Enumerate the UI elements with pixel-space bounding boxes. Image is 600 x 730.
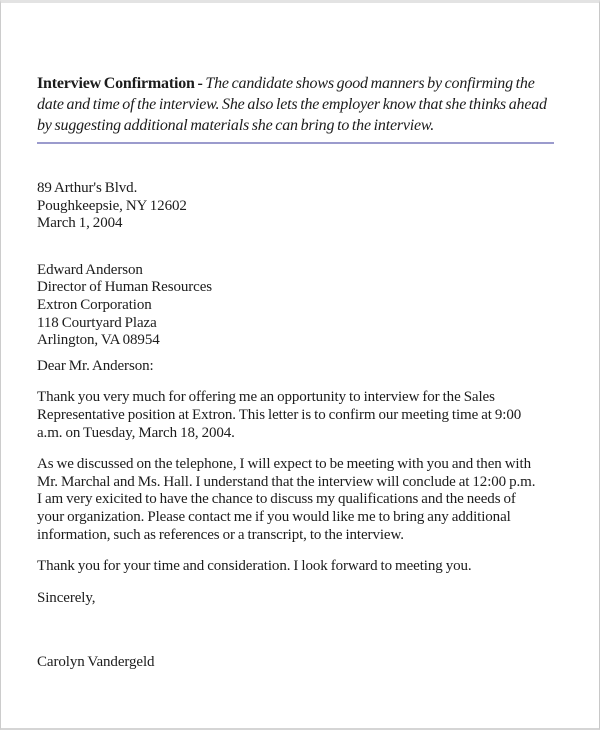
- heading-separator: -: [194, 75, 206, 92]
- letter-body: [37, 180, 542, 672]
- recipient-title: Director of Human Resources: [37, 279, 213, 296]
- salutation: Dear Mr. Anderson:: [37, 357, 154, 374]
- body-paragraph-1: Thank you very much for offering me an opportunity to interview for the Sales Representative position at Extron. This letter is to confirm our meeting time at 9:00 a.m. on Tuesday, March 18, 2004.: [37, 389, 522, 441]
- recipient-address-block: [37, 262, 542, 350]
- closing: Sincerely,: [37, 589, 96, 606]
- sender-address-line: Poughkeepsie, NY 12602: [37, 197, 187, 214]
- recipient-city-state: Arlington, VA 08954: [37, 332, 160, 349]
- body-paragraph-3: Thank you for your time and consideration. I look forward to meeting you.: [37, 558, 472, 575]
- heading-title: Interview Confirmation: [37, 75, 195, 92]
- heading-block: [37, 73, 554, 144]
- letter-date: March 1, 2004: [37, 215, 123, 232]
- letter-content: [37, 3, 557, 672]
- recipient-name: Edward Anderson: [37, 261, 143, 278]
- body-paragraph-2: As we discussed on the telephone, I will expect to be meeting with you and then with Mr. Marchal and Ms. Hall. I understand that the interview will conclude at 12:00 p.m. I am very exicited to have the chance to discuss my qualifications and the needs of your organization. Please contact me if you would like me to bring any additional information, such as references or a transcript, to the interview.: [37, 456, 536, 543]
- sender-address-block: [37, 180, 542, 233]
- recipient-company: Extron Corporation: [37, 296, 152, 313]
- sender-address-line: 89 Arthur's Blvd.: [37, 180, 138, 196]
- signature-name: Carolyn Vandergeld: [37, 654, 155, 671]
- heading-description: The candidate shows good manners by confirming the date and time of the interview. She also lets the employer know that she thinks ahead by suggesting additional materials she can bring to the interview.: [37, 75, 547, 134]
- recipient-street: 118 Courtyard Plaza: [37, 314, 157, 331]
